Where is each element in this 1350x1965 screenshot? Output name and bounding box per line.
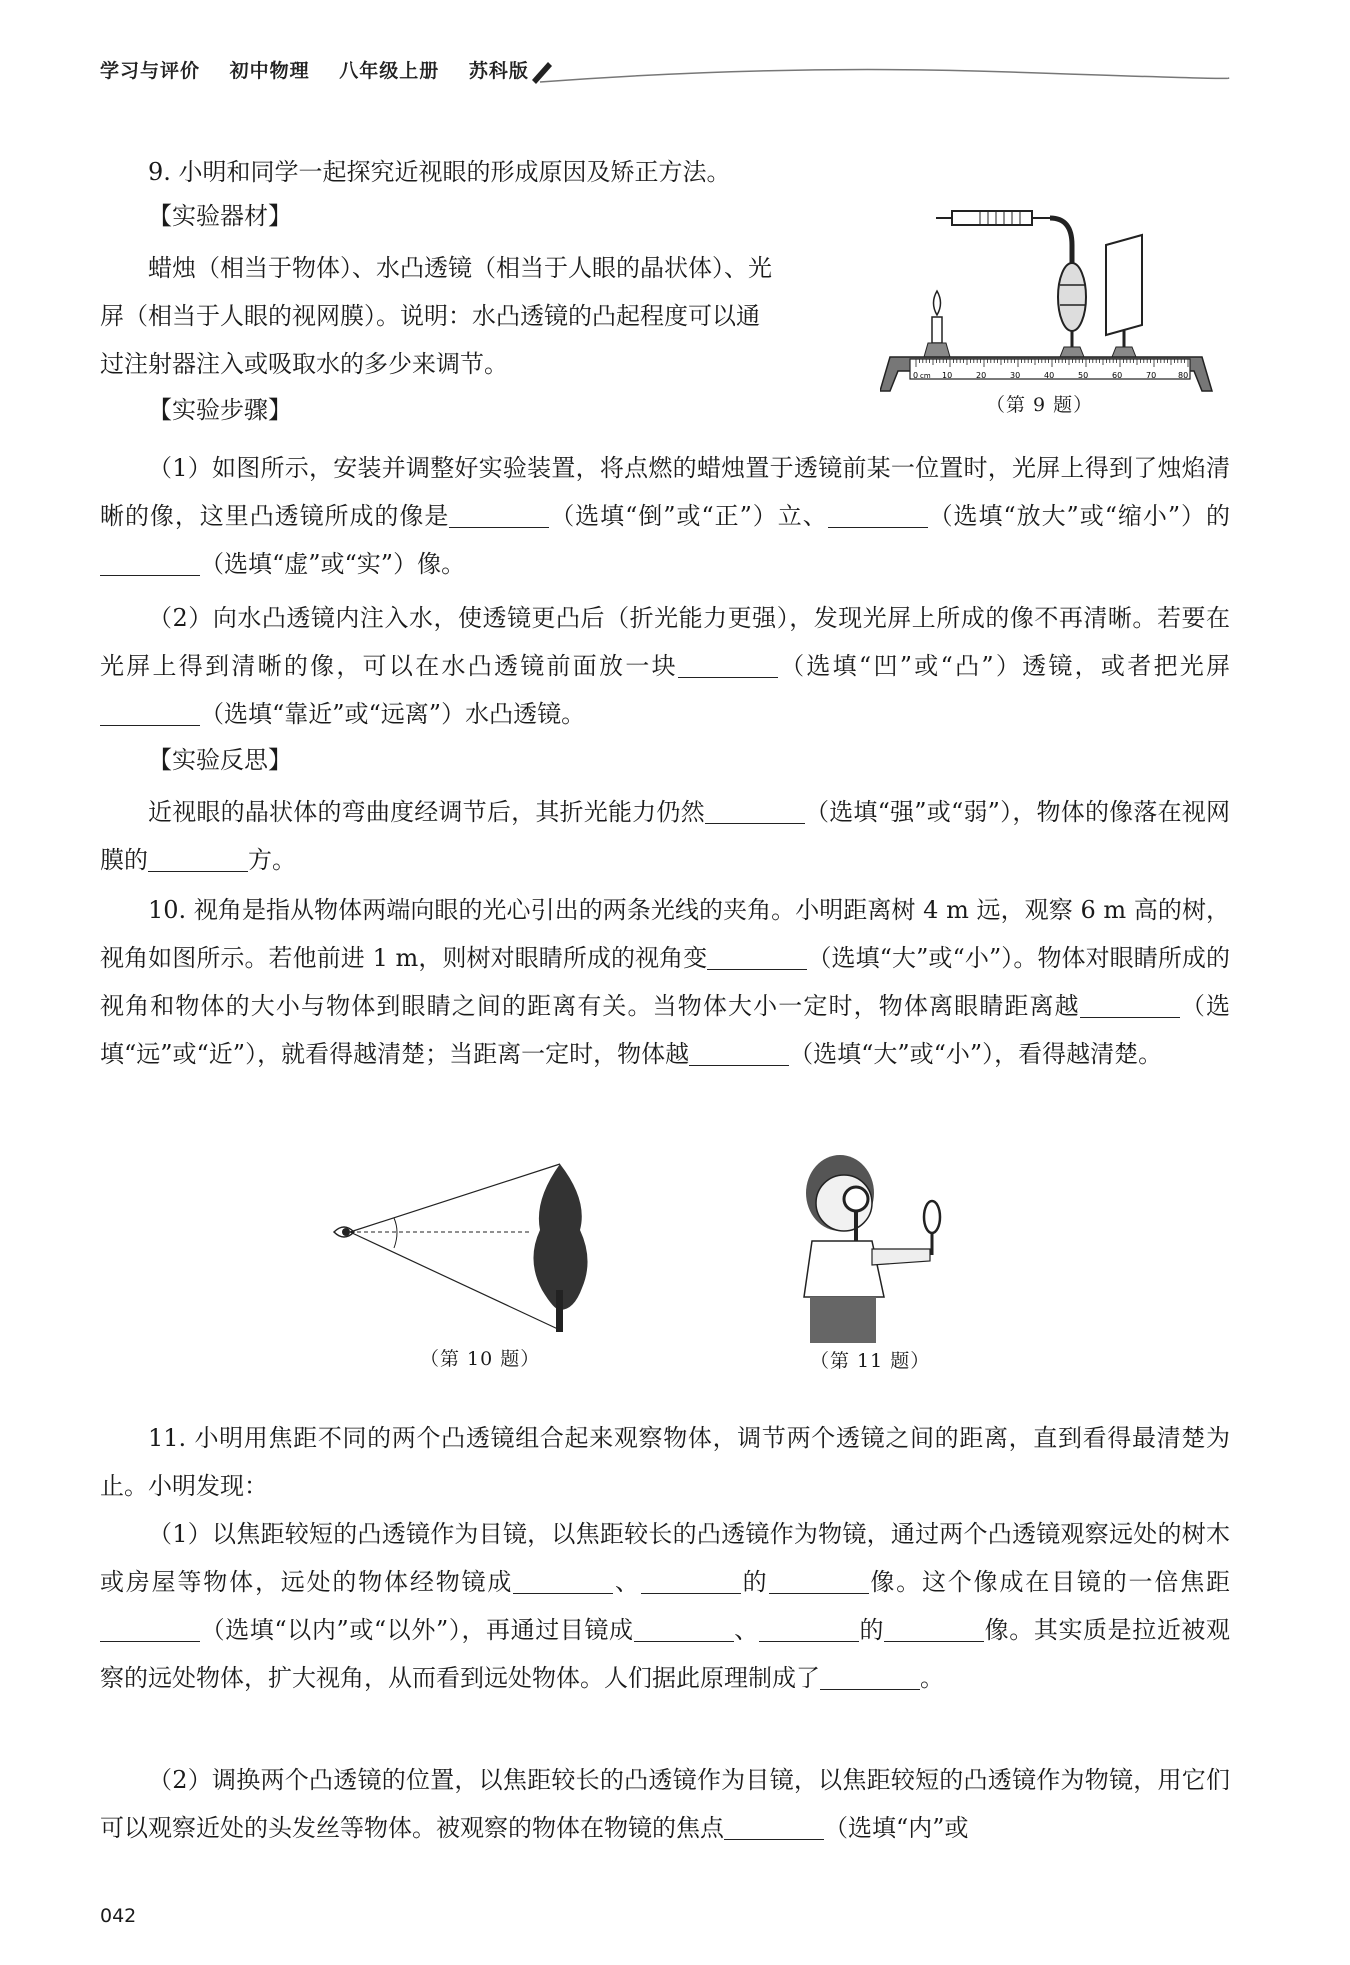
- q9-materials-line1: 蜡烛（相当于物体）、水凸透镜（相当于人眼的晶状体）、光: [148, 254, 772, 282]
- candle-icon: [924, 291, 950, 357]
- q11-intro: 11. 小明用焦距不同的两个凸透镜组合起来观察物体，调节两个透镜之间的距离，直到看得最清楚为止。小明发现：: [100, 1424, 1230, 1500]
- ruler-label-70: 70: [1146, 371, 1157, 380]
- q9-materials-line2: 屏（相当于人眼的视网膜）。说明：水凸透镜的凸起程度可以通: [100, 302, 760, 330]
- ruler-label-10: 10: [942, 371, 953, 380]
- blank-q9-7[interactable]: [148, 843, 248, 872]
- q9-caption: （第 9 题）: [986, 394, 1094, 416]
- book-title: 学习与评价: [100, 60, 201, 82]
- ruler-label-20: 20: [976, 371, 987, 380]
- optical-bench: [880, 357, 1212, 391]
- blank-q9-1[interactable]: [449, 499, 549, 528]
- q10-visual-angle-figure: [330, 1160, 620, 1340]
- grade-title: 八年级上册: [339, 60, 440, 82]
- q9-reflection: 近视眼的晶状体的弯曲度经调节后，其折光能力仍然 （选填“强”或“弱”），物体的像落在视网膜的 方。: [100, 788, 1230, 884]
- blank-q9-6[interactable]: [705, 795, 805, 824]
- water-lens-icon: [1058, 263, 1086, 357]
- blank-q9-3[interactable]: [100, 547, 200, 576]
- light-screen-icon: [1106, 235, 1142, 357]
- syringe-icon: [936, 211, 1072, 265]
- q11-boy-figure: [780, 1145, 960, 1345]
- q9-step2: （2）向水凸透镜内注入水，使透镜更凸后（折光能力更强），发现光屏上所成的像不再清晰。若要在光屏上得到清晰的像，可以在水凸透镜前面放一块 （选填“凹”或“凸”）透镜，或者把光屏（选填“靠近”或“远离”）水凸透镜。: [100, 604, 1230, 728]
- q11-caption: （第 11 题）: [810, 1350, 931, 1372]
- q11-part2: （2）调换两个凸透镜的位置，以焦距较长的凸透镜作为目镜，以焦距较短的凸透镜作为物镜，用它们可以观察近处的头发丝等物体。被观察的物体在物镜的焦点 （选填“内”或: [100, 1766, 1230, 1842]
- q10-text: 10. 视角是指从物体两端向眼的光心引出的两条光线的夹角。小明距离树 4 m 远，观察 6 m 高的树，视角如图所示。若他前进 1 m，则树对眼睛所成的视角变 （选填“大”或“小”）。物体对眼睛所成的视角和物体的大小与物体到眼睛之间的距离有关。当物体大小一定时，物体离眼睛距离越 （选填“远”或“近”），就看得越清楚；当距离一定时，物体越 （选填“大”或“小”），看得越清楚。: [100, 896, 1231, 1068]
- boy-icon: [804, 1155, 930, 1343]
- q10-caption: （第 10 题）: [420, 1348, 541, 1370]
- q9-materials-line3: 过注射器注入或吸取水的多少来调节。: [100, 350, 508, 378]
- blank-q11-8[interactable]: [820, 1661, 920, 1690]
- ruler-label-40: 40: [1044, 371, 1055, 380]
- edition-title: 苏科版: [468, 60, 529, 82]
- blank-q11-2[interactable]: [641, 1565, 741, 1594]
- blank-q9-2[interactable]: [828, 499, 928, 528]
- ruler-label-80: 80: [1178, 371, 1189, 380]
- ruler-label-0: 0: [913, 371, 919, 380]
- blank-q11-6[interactable]: [759, 1613, 859, 1642]
- blank-q10-2[interactable]: [1080, 989, 1180, 1018]
- ruler-label-50: 50: [1078, 371, 1089, 380]
- q9-step1: （1）如图所示，安装并调整好实验装置，将点燃的蜡烛置于透镜前某一位置时，光屏上得到了烛焰清晰的像，这里凸透镜所成的像是 （选填“倒”或“正”）立、 （选填“放大”或“缩小”）的（选填“虚”或“实”）像。: [100, 454, 1230, 578]
- blank-q11-7[interactable]: [884, 1613, 984, 1642]
- ruler-unit: cm: [920, 372, 931, 380]
- blank-q9-4[interactable]: [678, 649, 778, 678]
- blank-q11-5[interactable]: [634, 1613, 734, 1642]
- blank-q9-5[interactable]: [100, 697, 200, 726]
- blank-q11-3[interactable]: [769, 1565, 869, 1594]
- q9-steps-heading: 【实验步骤】: [148, 396, 292, 424]
- q11-part1: （1）以焦距较短的凸透镜作为目镜，以焦距较长的凸透镜作为物镜，通过两个凸透镜观察远处的树木或房屋等物体，远处的物体经物镜成 、 的 像。这个像成在目镜的一倍焦距（选填“以内”或“以外”），再通过目镜成 、 的 像。其实质是拉近被观察的远处物体，扩大视角，从而看到远处物体。人们据此原理制成了 。: [100, 1520, 1231, 1692]
- ruler-label-60: 60: [1112, 371, 1123, 380]
- q9-materials-heading: 【实验器材】: [148, 202, 292, 230]
- running-header: [100, 56, 551, 83]
- course-title: 初中物理: [229, 60, 310, 82]
- ruler-label-30: 30: [1010, 371, 1021, 380]
- lens-icon: [924, 1201, 940, 1255]
- blank-q11-1[interactable]: [513, 1565, 613, 1594]
- blank-q10-3[interactable]: [689, 1037, 789, 1066]
- header-pen-decoration: [530, 58, 1230, 88]
- tree-icon: [533, 1164, 587, 1332]
- q9-reflect-heading: 【实验反思】: [148, 746, 292, 774]
- q9-intro: 9. 小明和同学一起探究近视眼的形成原因及矫正方法。: [148, 158, 731, 186]
- blank-q10-1[interactable]: [707, 941, 807, 970]
- page-number: 042: [100, 1905, 137, 1927]
- blank-q11-4[interactable]: [100, 1613, 200, 1642]
- blank-q11-9[interactable]: [724, 1811, 824, 1840]
- q9-apparatus-figure: [880, 195, 1220, 395]
